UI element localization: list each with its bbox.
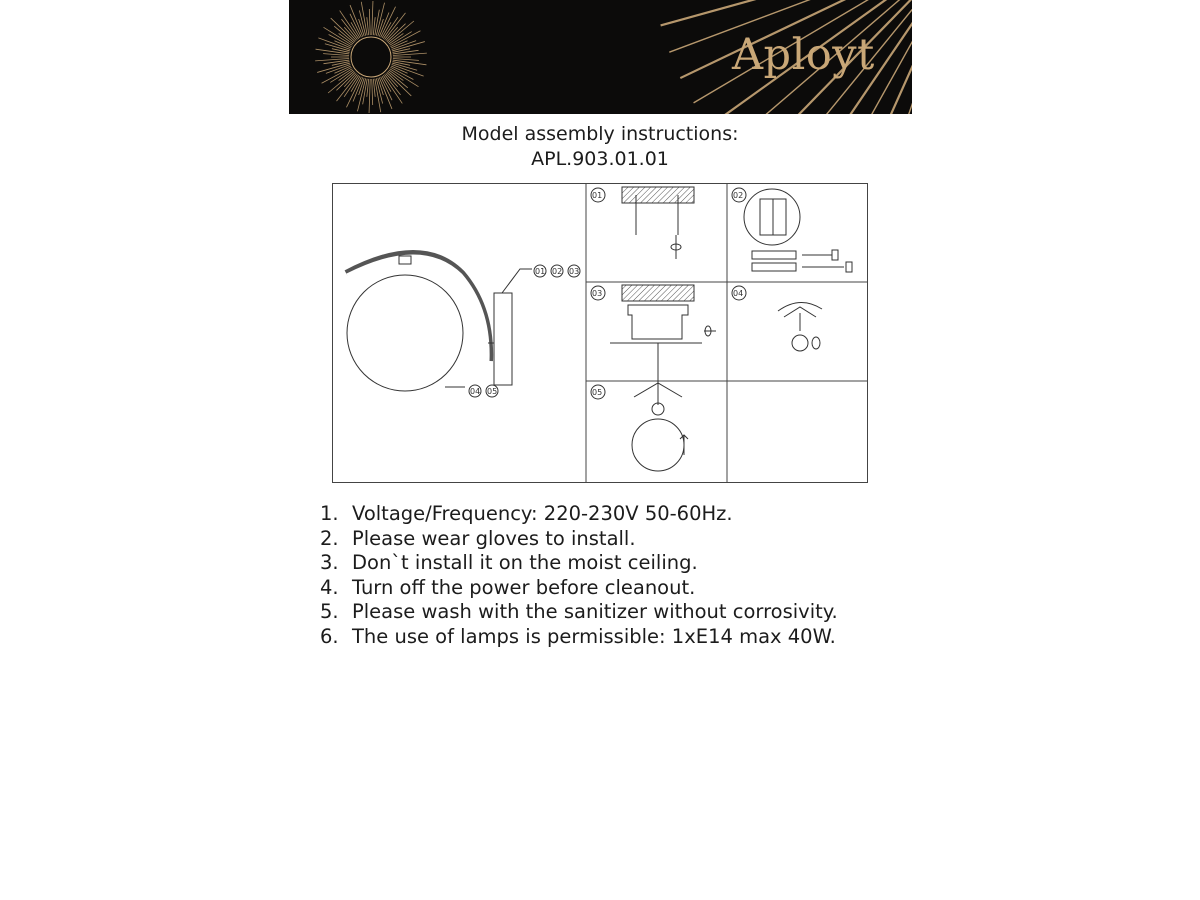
brand-name: Aployt (732, 30, 875, 80)
model-number: APL.903.01.01 (531, 148, 669, 170)
step-label-02: 02 (733, 191, 744, 200)
list-item: 6. The use of lamps is permissible: 1xE14 max 40W. (320, 624, 836, 648)
step-label-04: 04 (733, 289, 744, 298)
assembly-diagram (332, 183, 869, 485)
lamp-overview-drawing (346, 253, 532, 391)
page-title: Model assembly instructions: (461, 123, 739, 145)
step-05-drawing (591, 381, 688, 471)
sun-logo-icon (315, 1, 427, 113)
list-item: 4. Turn off the power before cleanout. (320, 575, 696, 599)
callout-02: 02 (552, 267, 563, 276)
callout-04: 04 (470, 387, 481, 396)
step-label-01: 01 (592, 191, 603, 200)
step-03-drawing (591, 285, 716, 381)
step-01-drawing (591, 187, 694, 259)
list-item: 2. Please wear gloves to install. (320, 526, 636, 550)
list-item: 3. Don`t install it on the moist ceiling. (320, 551, 698, 574)
step-label-05: 05 (592, 388, 603, 397)
list-item: 5. Please wash with the sanitizer without corrosivity. (320, 600, 838, 623)
specification-list (320, 502, 838, 649)
callout-group-bottom (469, 385, 498, 397)
callout-group-top (534, 265, 580, 277)
callout-03: 03 (569, 267, 580, 276)
list-item: 1. Voltage/Frequency: 220-230V 50-60Hz. (320, 502, 733, 525)
callout-05: 05 (487, 387, 498, 396)
brand-banner (289, 0, 912, 114)
step-02-drawing (732, 188, 852, 272)
step-label-03: 03 (592, 289, 603, 298)
step-04-drawing (732, 286, 822, 351)
callout-01: 01 (535, 267, 546, 276)
